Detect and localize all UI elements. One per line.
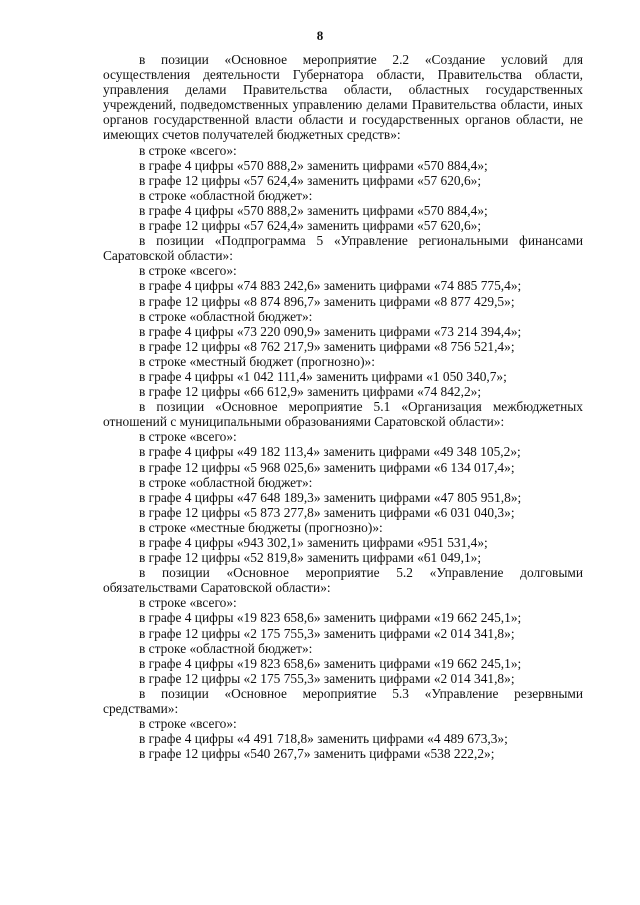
paragraph: в позиции «Подпрограмма 5 «Управление региональными финансами Саратовской области»: <box>103 233 583 264</box>
page-number: 8 <box>316 28 324 43</box>
paragraph: в графе 12 цифры «52 819,8» заменить цифрами «61 049,1»; <box>139 550 482 566</box>
paragraph: в графе 4 цифры «4 491 718,8» заменить цифрами «4 489 673,3»; <box>139 731 508 747</box>
paragraph: в строке «всего»: <box>139 429 237 445</box>
paragraph: в строке «областной бюджет»: <box>139 187 313 203</box>
paragraph: в позиции «Основное мероприятие 5.1 «Организация межбюджетных отношений с муниципальными образованиями Саратовской области»: <box>103 399 583 430</box>
paragraph: в графе 12 цифры «57 624,4» заменить цифрами «57 620,6»; <box>139 172 482 188</box>
paragraph: в позиции «Основное мероприятие 5.3 «Управление резервными средствами»: <box>103 685 583 717</box>
paragraph: в графе 4 цифры «1 042 111,4» заменить цифрами «1 050 340,7»; <box>139 368 507 384</box>
paragraph: в строке «областной бюджет»: <box>139 474 313 490</box>
paragraph: в графе 12 цифры «8 874 896,7» заменить цифрами «8 877 429,5»; <box>139 293 515 309</box>
paragraph: в графе 4 цифры «47 648 189,3» заменить цифрами «47 805 951,8»; <box>139 489 522 505</box>
document-body <box>103 52 583 761</box>
paragraph: в графе 4 цифры «943 302,1» заменить цифрами «951 531,4»; <box>139 535 488 550</box>
paragraph: в графе 12 цифры «5 968 025,6» заменить цифрами «6 134 017,4»; <box>139 459 515 475</box>
paragraph: в позиции «Основное мероприятие 2.2 «Создание условий для осуществления деятельности Губернатора области, Правительства области, управления делами Правительства области, областных государственных учреждений, подведомственных управлению делами Правительства области, иных органов государственной власти области и государственных органов области, не имеющих счетов получателей бюджетных средств»: <box>103 52 583 143</box>
paragraph: в строке «всего»: <box>139 142 237 158</box>
paragraph: в строке «областной бюджет»: <box>139 308 313 324</box>
paragraph: в позиции «Основное мероприятие 5.2 «Управление долговыми обязательствами Саратовской области»: <box>103 565 583 596</box>
paragraph: в строке «всего»: <box>139 595 237 611</box>
paragraph: в графе 12 цифры «540 267,7» заменить цифрами «538 222,2»; <box>139 746 495 762</box>
paragraph: в строке «областной бюджет»: <box>139 640 313 656</box>
paragraph: в графе 4 цифры «74 883 242,6» заменить цифрами «74 885 775,4»; <box>139 278 522 294</box>
paragraph: в графе 12 цифры «66 612,9» заменить цифрами «74 842,2»; <box>139 384 482 400</box>
paragraph: в графе 12 цифры «8 762 217,9» заменить цифрами «8 756 521,4»; <box>139 338 515 354</box>
paragraph: в графе 4 цифры «19 823 658,6» заменить цифрами «19 662 245,1»; <box>139 610 522 626</box>
paragraph: в графе 4 цифры «570 888,2» заменить цифрами «570 884,4»; <box>139 157 488 173</box>
paragraph: в графе 4 цифры «19 823 658,6» заменить цифрами «19 662 245,1»; <box>139 655 522 671</box>
paragraph: в графе 12 цифры «5 873 277,8» заменить цифрами «6 031 040,3»; <box>139 504 515 520</box>
paragraph: в графе 4 цифры «49 182 113,4» заменить цифрами «49 348 105,2»; <box>139 444 521 460</box>
paragraph: в строке «всего»: <box>139 716 237 732</box>
paragraph: в графе 12 цифры «2 175 755,3» заменить цифрами «2 014 341,8»; <box>139 670 515 686</box>
paragraph: в строке «всего»: <box>139 263 237 279</box>
paragraph: в строке «местный бюджет (прогнозно)»: <box>139 353 375 369</box>
paragraph: в строке «местные бюджеты (прогнозно)»: <box>139 519 383 535</box>
paragraph: в графе 12 цифры «2 175 755,3» заменить цифрами «2 014 341,8»; <box>139 625 515 641</box>
paragraph: в графе 4 цифры «570 888,2» заменить цифрами «570 884,4»; <box>139 202 488 218</box>
paragraph: в графе 12 цифры «57 624,4» заменить цифрами «57 620,6»; <box>139 218 482 234</box>
paragraph: в графе 4 цифры «73 220 090,9» заменить цифрами «73 214 394,4»; <box>139 323 522 339</box>
